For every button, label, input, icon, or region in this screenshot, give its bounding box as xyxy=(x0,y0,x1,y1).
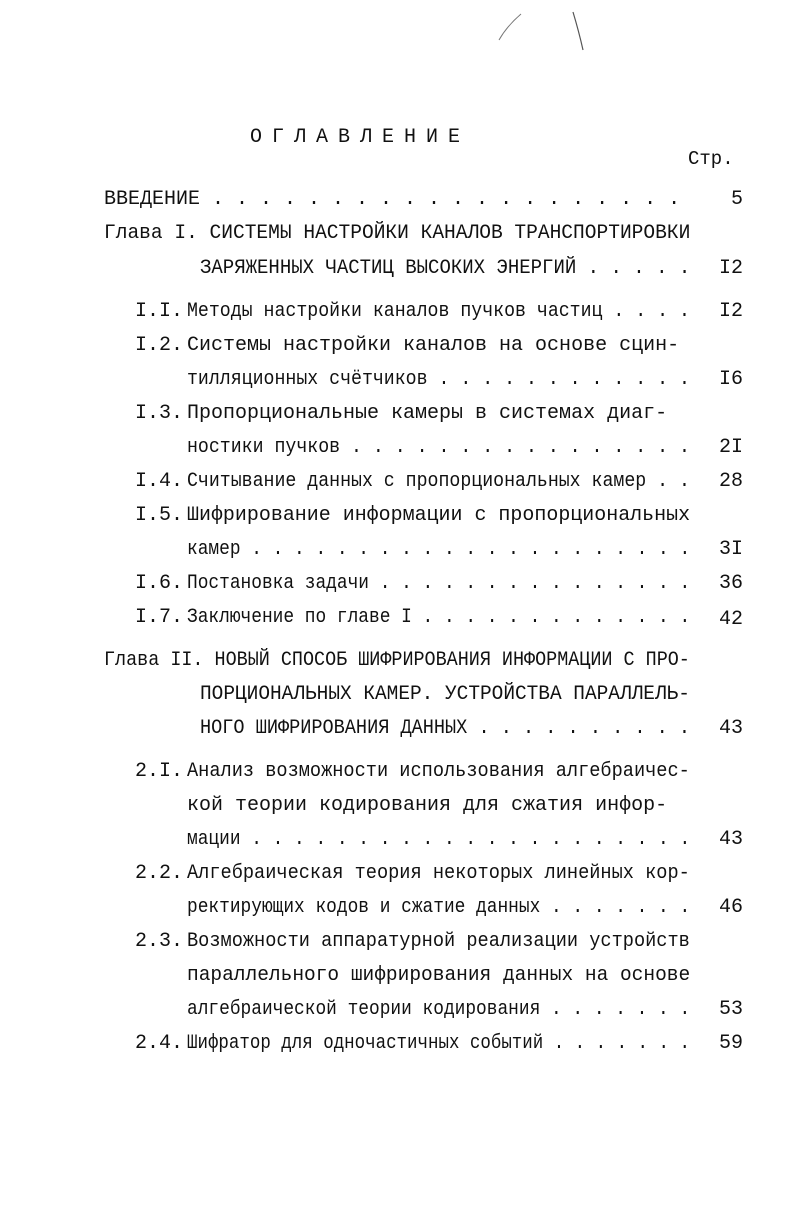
toc-chapter-1 xyxy=(104,222,690,246)
toc-section-text: Возможности аппаратурной реализации устройств xyxy=(187,930,690,953)
toc-page-number: I2 xyxy=(718,300,743,323)
toc-section-text: Пропорциональные камеры в системах диаг- xyxy=(187,402,668,425)
page-column-label: Стр. xyxy=(688,148,734,170)
toc-section-num: 2.I. xyxy=(135,760,184,783)
toc-page-number: I2 xyxy=(718,257,743,280)
toc-section-num: I.2. xyxy=(135,334,184,357)
toc-chapter-2-cont: ПОРЦИОНАЛЬНЫХ КАМЕР. УСТРОЙСТВА ПАРАЛЛЕЛЬ- xyxy=(200,683,690,706)
toc-page-number: I6 xyxy=(718,368,743,391)
toc-page-number: 28 xyxy=(718,470,743,493)
toc-section-text: Считывание данных с пропорциональных камер . . xyxy=(187,470,690,493)
toc-page-number: 3I xyxy=(718,538,743,561)
toc-page-number: 36 xyxy=(718,572,743,595)
scan-mark xyxy=(495,10,595,55)
toc-section-num: I.I. xyxy=(135,300,184,323)
toc-section-text: мации . . . . . . . . . . . . . . . . . . . . . xyxy=(187,828,691,851)
toc-section-num: 2.3. xyxy=(135,930,184,953)
toc-entry-text: ЗАРЯЖЕННЫХ ЧАСТИЦ ВЫСОКИХ ЭНЕРГИЙ . . . . . xyxy=(200,257,691,280)
toc-page-number: 43 xyxy=(718,828,743,851)
toc-section-num: I.6. xyxy=(135,572,184,595)
toc-entry-text: ВВЕДЕНИЕ . . . . . . . . . . . . . . . . . . . . xyxy=(104,188,681,211)
toc-page-number: 42 xyxy=(718,608,743,631)
toc-chapter-2: Глава II. НОВЫЙ СПОСОБ ШИФРИРОВАНИЯ ИНФОРМАЦИИ С ПРО- xyxy=(104,649,690,672)
toc-section-num: I.4. xyxy=(135,470,184,493)
toc-page-number: 5 xyxy=(730,188,743,211)
toc-section-text: ректирующих кодов и сжатие данных . . . . . . . xyxy=(187,896,691,919)
toc-section-text: Системы настройки каналов на основе сцин- xyxy=(187,334,680,357)
toc-title: ОГЛАВЛЕНИЕ xyxy=(250,126,471,149)
toc-section-text: параллельного шифрирования данных на основе xyxy=(187,964,691,987)
toc-page-number: 43 xyxy=(718,717,743,740)
toc-section-text: Алгебраическая теория некоторых линейных кор- xyxy=(187,862,690,885)
toc-section-num: 2.4. xyxy=(135,1032,184,1055)
toc-page-number: 2I xyxy=(718,436,743,459)
toc-chapter-1-cont xyxy=(200,257,690,281)
toc-section-text: Заключение по главе I . . . . . . . . . . . . . xyxy=(187,606,691,629)
toc-entry-text: Глава I. СИСТЕМЫ НАСТРОЙКИ КАНАЛОВ ТРАНСПОРТИРОВКИ xyxy=(104,222,691,245)
toc-section-text: камер . . . . . . . . . . . . . . . . . . . . . xyxy=(187,538,691,561)
toc-section-text: Шифратор для одночастичных событий . . . . . . . xyxy=(187,1032,690,1055)
toc-section-num: 2.2. xyxy=(135,862,184,885)
toc-section-text: ностики пучков . . . . . . . . . . . . . . . . xyxy=(187,436,690,459)
toc-section-num: I.5. xyxy=(135,504,184,527)
toc-section-text: Шифрирование информации с пропорциональных xyxy=(187,504,691,527)
toc-section-text: кой теории кодирования для сжатия инфор- xyxy=(187,794,668,817)
toc-chapter-2-cont: НОГО ШИФРИРОВАНИЯ ДАННЫХ . . . . . . . . . . xyxy=(200,717,691,740)
toc-entry-intro xyxy=(104,188,680,212)
toc-section-text: Постановка задачи . . . . . . . . . . . . . . . xyxy=(187,572,691,595)
toc-section-text: тилляционных счётчиков . . . . . . . . . . . . xyxy=(187,368,690,391)
toc-section-num: I.3. xyxy=(135,402,184,425)
toc-page-number: 46 xyxy=(718,896,743,919)
toc-section-text: Анализ возможности использования алгебраичес- xyxy=(187,760,690,783)
toc-section-text: алгебраической теории кодирования . . . . . . . xyxy=(187,998,691,1021)
toc-page-number: 59 xyxy=(718,1032,743,1055)
toc-section-num: I.7. xyxy=(135,606,184,629)
toc-section-text: Методы настройки каналов пучков частиц . . . . xyxy=(187,300,690,323)
toc-page-number: 53 xyxy=(718,998,743,1021)
